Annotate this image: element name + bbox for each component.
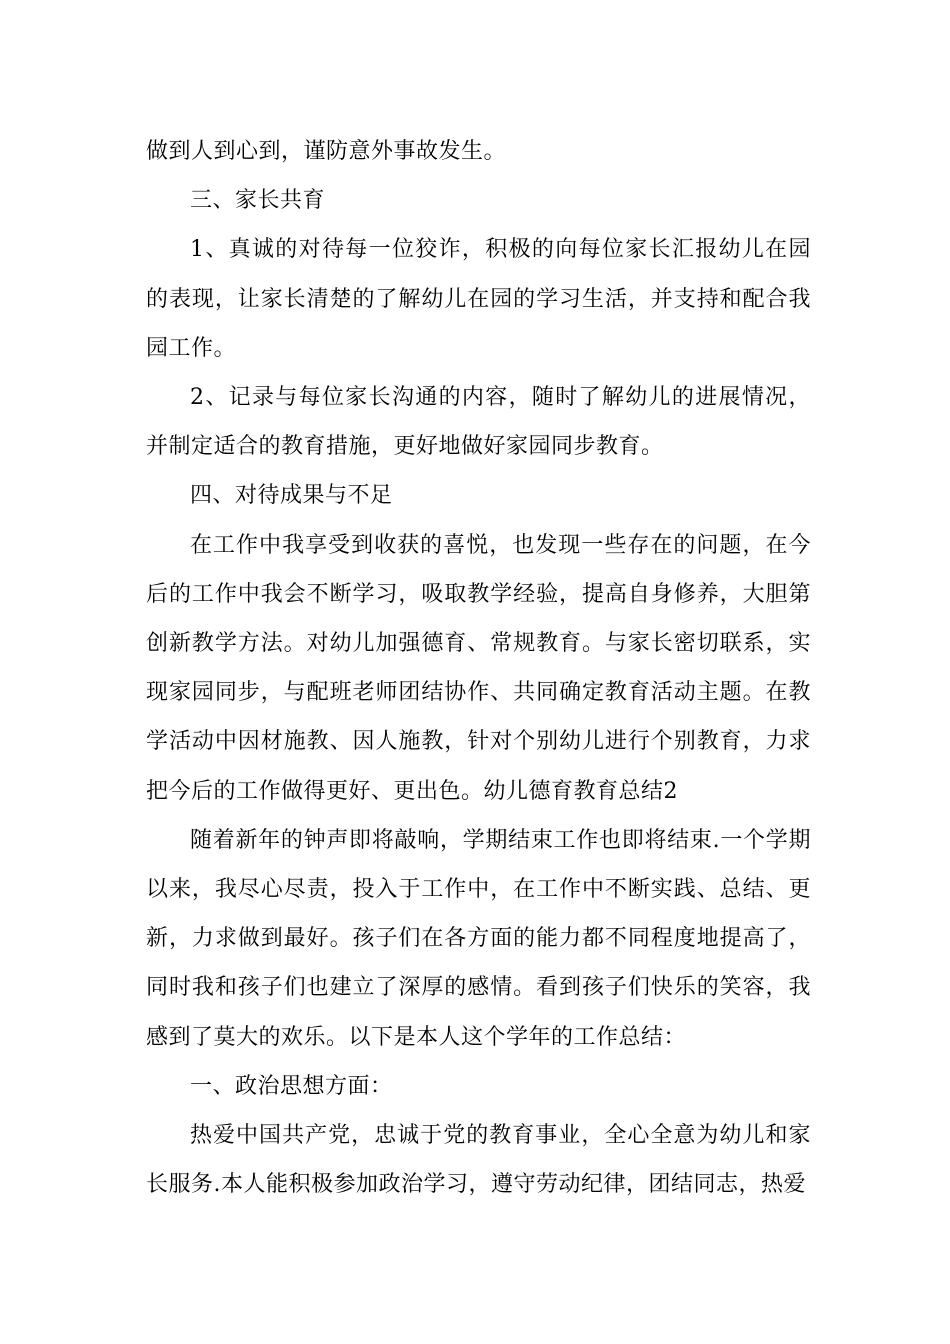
paragraph: 随着新年的钟声即将敲响，学期结束工作也即将结束.一个学期以来，我尽心尽责，投入于工作中，在工作中不断实践、总结、更新，力求做到最好。孩子们在各方面的能力都不同程度地提高了，同时我和孩子们也建立了深厚的感情。看到孩子们快乐的笑容，我感到了莫大的欢乐。以下是本人这个学年的工作总结： [146, 827, 811, 1050]
paragraph: 2、记录与每位家长沟通的内容，随时了解幼儿的进展情况，并制定适合的教育措施，更好地做好家园同步教育。 [146, 385, 811, 460]
section-heading: 四、对待成果与不足 [190, 483, 393, 509]
document-body [146, 127, 811, 1209]
paragraph: 在工作中我享受到收获的喜悦，也发现一些存在的问题，在今后的工作中我会不断学习，吸取教学经验，提高自身修养，大胆第创新教学方法。对幼儿加强德育、常规教育。与家长密切联系，实现家园同步，与配班老师团结协作、共同确定教育活动主题。在教学活动中因材施教、因人施教，针对个别幼儿进行个别教育，力求把今后的工作做得更好、更出色。幼儿德育教育总结2 [146, 532, 811, 804]
paragraph: 1、真诚的对待每一位狡诈，积极的向每位家长汇报幼儿在园的表现，让家长清楚的了解幼儿在园的学习生活，并支持和配合我园工作。 [146, 237, 811, 361]
paragraph: 做到人到心到，谨防意外事故发生。 [146, 139, 507, 164]
section-heading: 三、家长共育 [190, 188, 326, 214]
paragraph: 热爱中国共产党，忠诚于党的教育事业，全心全意为幼儿和家长服务.本人能积极参加政治学习，遵守劳动纪律，团结同志，热爱 [146, 1123, 811, 1198]
section-heading: 一、政治思想方面： [190, 1073, 393, 1099]
